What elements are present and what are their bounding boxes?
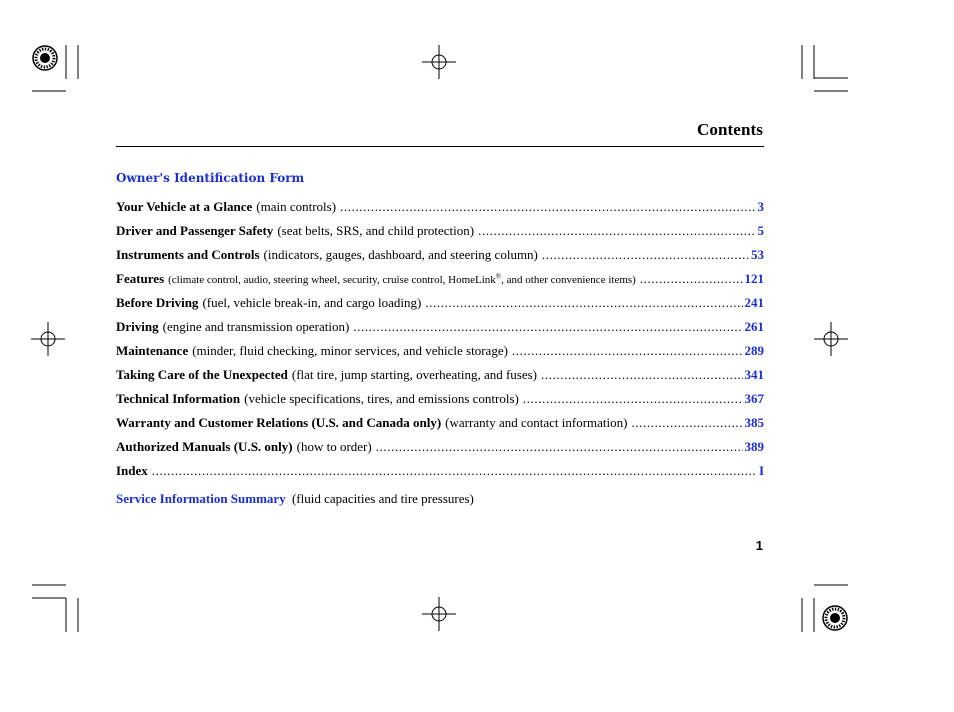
toc-heading: Authorized Manuals (U.S. only) <box>116 439 293 454</box>
toc-description: (seat belts, SRS, and child protection) <box>277 223 475 238</box>
leader-dots <box>631 415 742 431</box>
toc-page-link[interactable]: 289 <box>744 343 764 358</box>
toc-description: (climate control, audio, steering wheel, security, cruise control, HomeLink®, and other convenience items) <box>168 272 636 286</box>
leader-dots <box>340 199 755 215</box>
title-divider <box>116 146 764 147</box>
page-title: Contents <box>697 120 763 139</box>
toc-page-link[interactable]: 121 <box>744 271 764 286</box>
leader-dots <box>640 271 743 287</box>
toc-heading: Before Driving <box>116 295 199 310</box>
toc-row-maintenance[interactable] <box>116 343 764 367</box>
table-of-contents <box>116 199 764 487</box>
leader-dots <box>478 223 755 239</box>
toc-description: (indicators, gauges, dashboard, and steering column) <box>263 247 538 262</box>
toc-page-link[interactable]: 53 <box>751 247 764 262</box>
toc-page-link[interactable]: 261 <box>744 319 764 334</box>
toc-row-index[interactable] <box>116 463 764 487</box>
toc-page-link[interactable]: 389 <box>744 439 764 454</box>
toc-page-link[interactable]: 241 <box>744 295 764 310</box>
toc-row-before-driving[interactable] <box>116 295 764 319</box>
toc-page-link[interactable]: 367 <box>744 391 764 406</box>
leader-dots <box>353 319 742 335</box>
leader-dots <box>152 463 757 479</box>
toc-description: (warranty and contact information) <box>445 415 628 430</box>
toc-page-link[interactable]: 385 <box>744 415 764 430</box>
toc-heading: Instruments and Controls <box>116 247 260 262</box>
toc-description: (fuel, vehicle break-in, and cargo loading) <box>202 295 422 310</box>
toc-row-warranty-and-customer-relations[interactable] <box>116 415 764 439</box>
registered-mark: ® <box>495 272 502 281</box>
toc-heading: Your Vehicle at a Glance <box>116 199 253 214</box>
toc-description: (minder, fluid checking, minor services, and vehicle storage) <box>192 343 508 358</box>
service-summary-description: (fluid capacities and tire pressures) <box>291 491 474 506</box>
leader-dots <box>541 367 742 383</box>
service-information-summary <box>116 491 474 507</box>
toc-page-link[interactable]: I <box>758 463 764 478</box>
toc-heading: Driving <box>116 319 159 334</box>
page-number: 1 <box>755 538 763 553</box>
toc-page-link[interactable]: 5 <box>757 223 764 238</box>
toc-description: (how to order) <box>296 439 372 454</box>
toc-row-technical-information[interactable] <box>116 391 764 415</box>
toc-row-instruments-and-controls[interactable] <box>116 247 764 271</box>
toc-page-link[interactable]: 341 <box>744 367 764 382</box>
toc-heading: Technical Information <box>116 391 241 406</box>
toc-row-driving[interactable] <box>116 319 764 343</box>
toc-heading: Warranty and Customer Relations (U.S. and Canada only) <box>116 415 442 430</box>
leader-dots <box>512 343 743 359</box>
toc-row-your-vehicle-at-a-glance[interactable] <box>116 199 764 223</box>
leader-dots <box>376 439 743 455</box>
toc-description: (flat tire, jump starting, overheating, and fuses) <box>291 367 538 382</box>
toc-row-features[interactable] <box>116 271 764 295</box>
toc-heading: Index <box>116 463 148 478</box>
toc-heading: Features <box>116 271 165 286</box>
toc-page-link[interactable]: 3 <box>757 199 764 214</box>
leader-dots <box>542 247 749 263</box>
toc-row-taking-care-of-the-unexpected[interactable] <box>116 367 764 391</box>
toc-description: (engine and transmission operation) <box>162 319 350 334</box>
toc-heading: Driver and Passenger Safety <box>116 223 274 238</box>
owners-identification-form-link[interactable]: Owner's Identification Form <box>116 171 305 185</box>
toc-row-authorized-manuals[interactable] <box>116 439 764 463</box>
toc-heading: Maintenance <box>116 343 189 358</box>
leader-dots <box>523 391 743 407</box>
toc-description: (main controls) <box>256 199 337 214</box>
leader-dots <box>425 295 742 311</box>
service-information-summary-link[interactable]: Service Information Summary <box>116 491 286 506</box>
toc-description: (vehicle specifications, tires, and emissions controls) <box>244 391 519 406</box>
toc-heading: Taking Care of the Unexpected <box>116 367 288 382</box>
toc-row-driver-and-passenger-safety[interactable] <box>116 223 764 247</box>
